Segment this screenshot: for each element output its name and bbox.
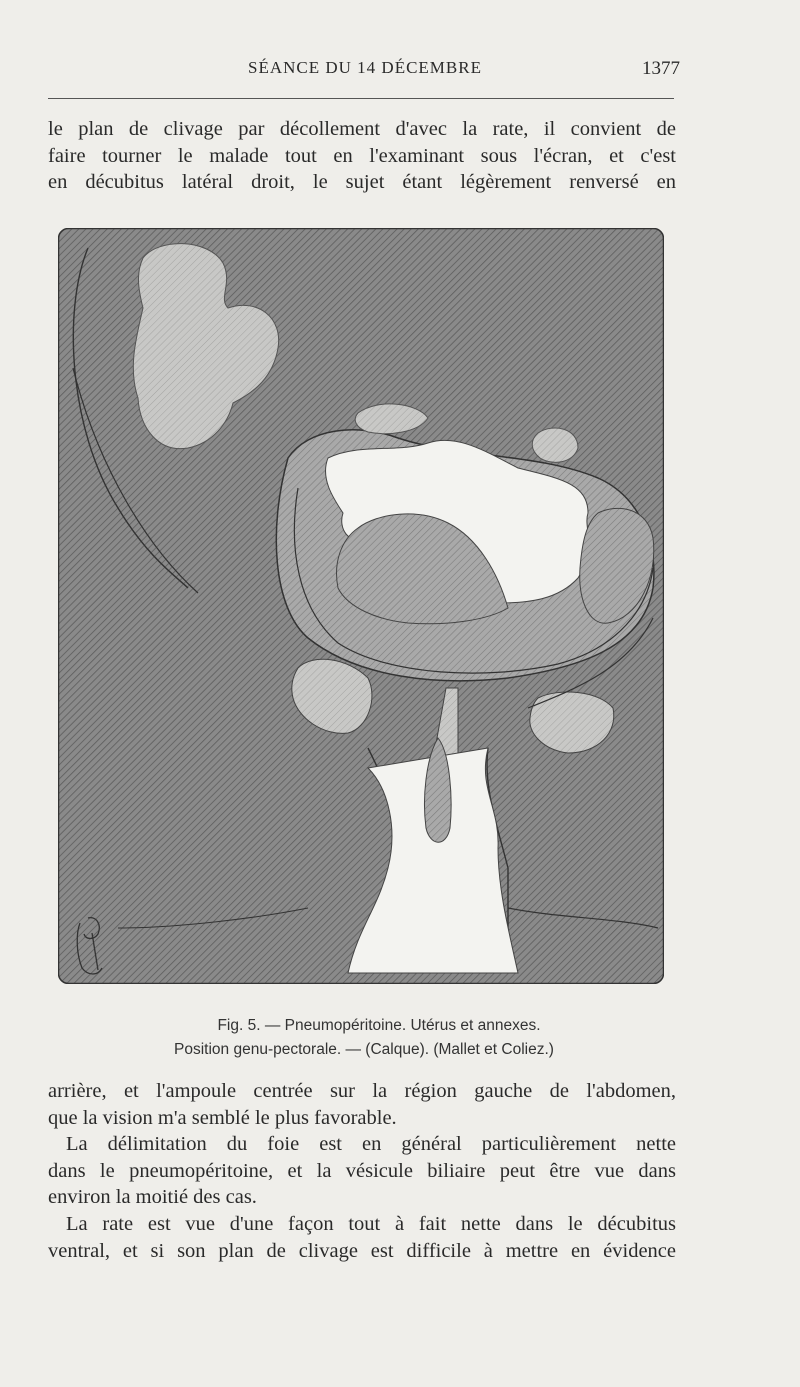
text-line: que la vision m'a semblé le plus favorable.	[48, 1106, 397, 1129]
text-line: La rate est vue d'une façon tout à fait nette dans le décubitus	[66, 1213, 676, 1235]
caption-line: Position genu-pectorale. — (Calque). (Mallet et Coliez.)	[174, 1041, 554, 1058]
figure-caption	[48, 1014, 680, 1062]
pneumoperitoneum-figure	[58, 228, 664, 984]
text-line: dans le pneumopéritoine, et la vésicule biliaire peut être vue dans	[48, 1159, 676, 1182]
text-line: ventral, et si son plan de clivage est difficile à mettre en évidence	[48, 1239, 676, 1262]
paragraph-top	[48, 116, 676, 196]
text-line: environ la moitié des cas.	[48, 1186, 257, 1208]
page-header	[48, 58, 680, 88]
header-rule	[48, 98, 674, 99]
text-line: en décubitus latéral droit, le sujet étant légèrement renversé en	[48, 171, 676, 193]
text-line: La délimitation du foie est en général particulièrement nette	[66, 1133, 676, 1155]
caption-line: Fig. 5. — Pneumopéritoine. Utérus et annexes.	[217, 1017, 541, 1034]
text-line: le plan de clivage par décollement d'avec la rate, il convient de	[48, 118, 676, 140]
page-number: 1377	[642, 58, 680, 79]
running-head: SÉANCE DU 14 DÉCEMBRE	[248, 58, 482, 77]
text-line: arrière, et l'ampoule centrée sur la région gauche de l'abdomen,	[48, 1080, 676, 1102]
paragraph-liver	[48, 1131, 676, 1211]
paragraph-spleen	[48, 1211, 676, 1264]
text-line: faire tourner le malade tout en l'examinant sous l'écran, et c'est	[48, 144, 676, 167]
paragraph-bottom	[48, 1078, 676, 1131]
